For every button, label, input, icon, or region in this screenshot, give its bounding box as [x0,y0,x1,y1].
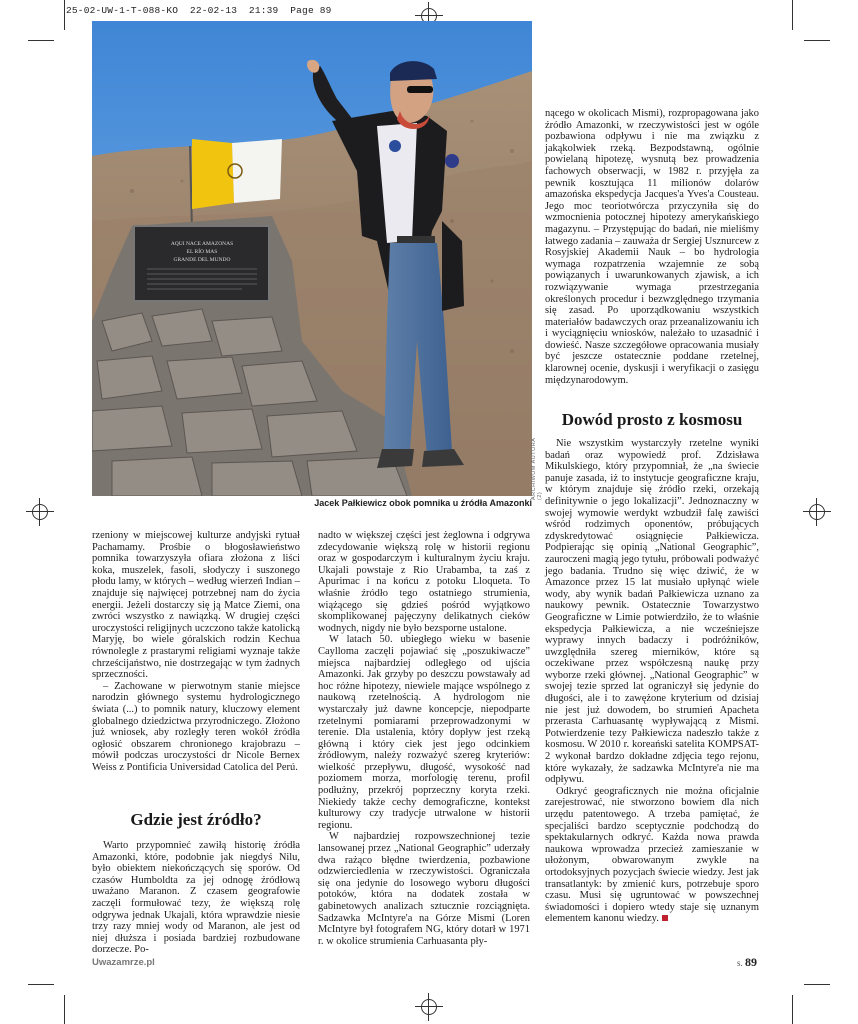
paragraph: nącego w okolicach Mismi), rozpropagowana jako źródło Amazonki, w rzeczywistości jest w ogóle pozbawiona odpływu i nie ma związku z jakąkolwiek rzeką. Bezpodstawną, ogólnie powielaną hipotezę, wysnutą bez prowadzenia fachowych obserwacji, w 1982 r. przyjęła za pewnik kosztująca 11 milionów dolarów amazońska ekspedycja Jacques'a Yves'a Cousteau. Jego moc teoriotwórcza przyczyniła się do wzmocnienia potocznej hipotezy amerykańskiego magazynu. – Przystępując do badań, nie mieliśmy łatwego zadania – zauważa dr Sergiej Usznurcew z Rosyjskiej Akademii Nauk – bo hydrologia wymaga rozpatrzenia wzajemnie ze sobą powiązanych i uwarunkowanych zjawisk, a ich rozwiązywanie wymaga przestrzegania określonych procedur i bezwzględnego trzymania się zasad. Po uporządkowaniu wszystkich materiałów badawczych oraz przeanalizowaniu ich i wyciągnięciu wniosków, należało to uzasadnić i dowieść. Nasze szczegółowe opracowania musiały być jeszcze ostatecznie poddane rzetelnej, klarownej ocenie, dyskusji i weryfikacji o zasięgu międzynarodowym. [545,108,759,386]
article-column-3 [545,108,759,386]
paragraph: – Zachowane w pierwotnym stanie miejsce narodzin głównego systemu hydrologicznego świata (...) to pomnik natury, kluczowy element globalnego dziedzictwa przyrodniczego. Złożono już wniosek, aby rozległy teren wokół źródła ogłosić obszarem chronionego krajobrazu – mówił podczas uroczystości dr Nicole Bernex Weiss z Pontificia Universidad Catolica del Perú. [92,680,300,773]
footer-site-name: Uwazamrze.pl [92,957,155,968]
print-slug: 25-02-UW-1-T-088-KO 22-02-13 21:39 Page 89 [66,5,332,16]
article-column-2 [318,530,530,947]
article-column-3-continued [545,438,759,925]
plaque-line: GRANDE DEL MUNDO [173,257,231,263]
page-number: 89 [745,955,758,969]
photo-caption: Jacek Pałkiewicz obok pomnika u źródła Amazonki [314,498,532,508]
article-column-1-continued [92,840,300,956]
paragraph: nadto w większej części jest żeglowna i odgrywa zdecydowanie większą rolę w historii regionu oraz w gospodarczym i kulturalnym życiu kraju. Ukajali powstaje z Rio Urabamba, ta zaś z Apurimac i na końcu z potoku Lloqueta. To właśnie źródło tego ostatniego strumienia, wiążącego się gdzieś pośród wyjątkowo skomplikowanej pajęczyny delikatnych cieków wodnych, nigdy nie było bezsporne ustalone. [318,530,530,634]
article-column-1 [92,530,300,773]
paragraph: W latach 50. ubiegłego wieku w basenie Caylloma zaczęli pojawiać się „poszukiwacze” miejsca najbardziej odległego od ujścia Amazonki. Jak grzyby po deszczu powstawały ad hoc różne hipotezy, niewiele mające wspólnego z naukową rzetelnością. A hydrologom nie wystarczały już dawne koncepcje, niepodparte rzetelnymi pomiarami przeprowadzonymi w terenie. Dla ustalenia, który dopływ jest rzeką główną i który ciek jest jego odcinkiem źródłowym, należy rozważyć szereg kryteriów: wielkość przepływu, długość, wysokość nad poziomem morza, morfologię terenu, profil podłużny, przekrój poprzeczny koryta rzeki. Niekiedy także cechy demograficzne, kontekst kulturowy czy tradycje utrwalone w historii regionu. [318,634,530,831]
crop-mark [28,40,54,41]
paragraph-text: Odkryć geograficznych nie można oficjalnie zarejestrować, nie stworzono bowiem dla nich urzędu patentowego. A trzeba pamiętać, że specjaliści bardzo sceptycznie podchodzą do spektakularnych odkryć. Każda nowa prawda naukowa wprowadza przecież zamieszanie w ułożonym, obwarowanym zwykle na ortodoksyjnych pozycjach świecie wiedzy. Jest jak transatlantyk: by zmienić kurs, potrzebuje sporo czasu. Musi się ugruntować w powszechnej świadomości i dopiero wtedy staje się uznanym elementem kanonu wiedzy. [545,785,759,925]
paragraph: W najbardziej rozpowszechnionej tezie lansowanej przez „National Geographic” uderzały dwa rażąco błędne twierdzenia, pozbawione odzwierciedlenia w rzeczywistości. Ograniczała się ona jedynie do losowego wyboru długości potoków, która na dodatek została w gabinetowych analizach sztucznie rozciągnięta. Sadzawka McIntyre'a na Górze Mismi (Loren McIntyre był fotografem NG, który dotarł w 1971 r. w okolice strumienia Carhuasanta pły- [318,831,530,947]
crop-mark [792,995,793,1024]
end-of-article-icon [662,915,668,921]
paragraph: Warto przypomnieć zawiłą historię źródła Amazonki, które, podobnie jak niegdyś Nilu, było obiektem niekończących się sporów. Od czasów Humboldta za jej odnogę źródłową uważano Maranon. Z czasem geografowie zaczęli formułować tezy, że większą rolę odgrywa jednak Ukajali, która wprawdzie niesie trzy razy mniej wody od Maranon, ale jest od niej dłuższa i posiada bardziej rozbudowane dorzecze. Po- [92,840,300,956]
plaque-line: EL RÍO MAS [186,249,218,255]
paragraph: rzeniony w miejscowej kulturze andyjski rytuał Pachamamy. Prośbie o błogosławieństwo pomnika towarzyszyła ofiara złożona z liści koka, muszelek, fasoli, słodyczy i suszonego płodu lamy, w których – według wierzeń Indian – znajduje się najwięcej potrzebnej nam do życia energii. Jeżeli dostarczy się ją Matce Ziemi, ona zwróci wszystko z nawiązką. W drugiej części uroczystości religijnych uczczono także katolicką Maryję, bo wiele góralskich rodzin Kechua równolegle z prastarymi religiami wyznaje także chrześcijaństwo, nie dostrzegając w tym żadnych sprzeczności. [92,530,300,681]
photo-jacek-palkiewicz-monument [92,21,532,496]
footer-page-number [737,955,757,970]
crop-mark [64,995,65,1024]
crop-mark [804,40,830,41]
section-heading: Dowód prosto z kosmosu [561,410,743,429]
registration-mark-icon [26,498,54,526]
page-prefix: s. [737,958,743,968]
section-heading: Gdzie jest źródło? [130,810,262,829]
registration-mark-icon [803,498,831,526]
crop-mark [804,984,830,985]
registration-mark-icon [415,993,443,1021]
article-photo [92,21,532,496]
crop-mark [792,0,793,30]
plaque-line: AQUI NACE AMAZONAS [170,241,234,247]
photo-credit: ARCHIWUM AUTORA (2) [531,437,543,500]
crop-mark [28,984,54,985]
paragraph [545,786,759,925]
crop-mark [64,0,65,30]
paragraph: Nie wszystkim wystarczyły rzetelne wyniki badań oraz wypowiedź prof. Zdzisława Mikulskiego, który przypomniał, że „na świecie panuje zasada, iż to instytucje geograficzne kraju, w którym znajduje się źródło rzeki, orzekają definitywnie o jego lokalizacji”. Jednoznaczny w swojej wymowie werdykt wzbudził falę zawiści wśród rodzimych oponentów, próbujących zdyskredytować osiągnięcie Pałkiewicza. Podpierając się opinią „National Geographic”, zauroczeni magią jego tytułu, próbowali podważyć jego badania. Trudno się więc dziwić, że w Amazonce przez 15 lat musiało upłynąć wiele wody, aby wynik badań Pałkiewicza uznano za naukowy pewnik. Ostatecznie Towarzystwo Geograficzne w Limie potwierdziło, że to właśnie ekspedycja Pałkiewicza, a nie wcześniejsze wyprawy innych badaczy i podróżników, uwzględniła szereg mierników, które są oczekiwane przez współczesną naukę przy wyborze rzeki głównej. „National Geographic” w swojej tezie sprzed lat ograniczył się jedynie do długości, ale i to zawężone kryterium od dzisiaj nie jest już dowodem, bo strumień Apacheta przerasta Carhuasantę wypływającą z Mismi. Potwierdzenie tezy Pałkiewicza nadeszło także z kosmosu. W 2010 r. koreański satelita KOMPSAT-2 wykonał bardzo dokładne zdjęcia tego rejonu, które wykazały, że sadzawka McIntyre'a nie ma odpływu. [545,438,759,786]
